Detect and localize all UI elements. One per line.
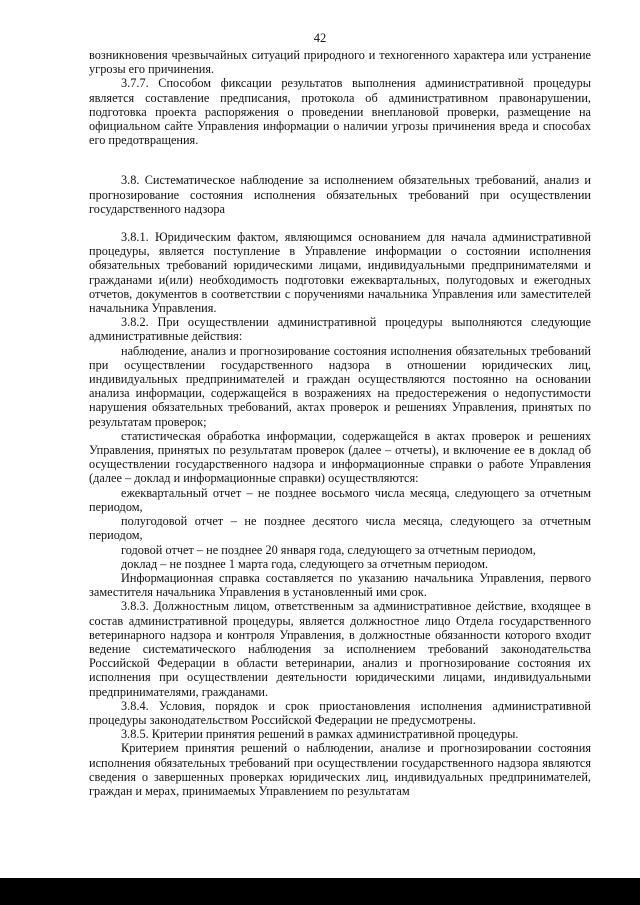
list-item-half-year-report: полугодовой отчет – не позднее десятого числа месяца, следующего за отчетным периодом, — [89, 514, 591, 543]
scan-bottom-border — [0, 878, 640, 905]
paragraph-3-8-1: 3.8.1. Юридическим фактом, являющимся основанием для начала административной процедуры, является поступление в Управление информации о состоянии исполнения обязательных требований юридическими лицами, индивидуальными предпринимателями и гражданами и(или) необходимость подготовки ежеквартальных, полугодовых и ежегодных отчетов, документов в соответствии с поручениями начальника Управления или заместителей начальника Управления. — [89, 230, 591, 316]
paragraph-3-7-7: 3.7.7. Способом фиксации результатов выполнения административной процедуры является составление предписания, протокола об административном правонарушении, подготовка проекта распоряжения о проведении внеплановой проверки, размещение на официальном сайте Управления информации о наличии угрозы причинения вреда и способах его предотвращения. — [89, 76, 591, 148]
page-number: 42 — [313, 31, 327, 45]
paragraph-3-8-3: 3.8.3. Должностным лицом, ответственным за административное действие, входящее в состав административной процедуры, является должностное лицо Отдела государственного ветеринарного надзора и контроля Управления, в должностные обязанности которого входит ведение систематического наблюдения за исполнением требований законодательства Российской Федерации в области ветеринарии, анализ и прогнозирование состояния их исполнения при осуществлении деятельности юридическими лицами, индивидуальными предпринимателями, гражданами. — [89, 599, 591, 699]
paragraph-observation: наблюдение, анализ и прогнозирование состояния исполнения обязательных требований при осуществлении государственного надзора в отношении юридических лиц, индивидуальных предпринимателей и граждан осуществляются постоянно на основании анализа информации, содержащейся в возражениях на предостережения о недопустимости нарушения обязательных требований, актах проверок и решениях Управления, принятых по результатам проверок; — [89, 343, 591, 429]
paragraph-criteria: Критерием принятия решений о наблюдении, анализе и прогнозировании состояния исполнения обязательных требований при осуществлении государственного надзора являются сведения о завершенных проверках юридических лиц, индивидуальных предпринимателей, граждан и мерах, принимаемых Управлением по результатам — [89, 741, 591, 798]
paragraph-3-8-5: 3.8.5. Критерии принятия решений в рамках административной процедуры. — [121, 727, 519, 742]
list-item-annual-report: годовой отчет – не позднее 20 января года, следующего за отчетным периодом, — [121, 542, 536, 557]
document-body — [89, 48, 591, 798]
paragraph-continuation: возникновения чрезвычайных ситуаций природного и техногенного характера или устранение угрозы его причинения. — [89, 48, 591, 77]
paragraph-statistics: статистическая обработка информации, содержащейся в актах проверок и решениях Управления, принятых по результатам проверок (далее – отчеты), и включение ее в доклад об осуществлении государственного надзора и информационные справки о работе Управления (далее – доклад и информационные справки) осуществляются: — [89, 428, 591, 486]
paragraph-3-8-4: 3.8.4. Условия, порядок и срок приостановления исполнения административной процедуры законодательством Российской Федерации не предусмотрены. — [89, 698, 591, 727]
section-heading-3-8: 3.8. Систематическое наблюдение за исполнением обязательных требований, анализ и прогнозирование состояния исполнения обязательных требований при осуществлении государственного надзора — [89, 173, 591, 216]
paragraph-info-reference: Информационная справка составляется по указанию начальника Управления, первого заместителя начальника Управления в установленный ими срок. — [89, 570, 591, 600]
list-item-doklad: доклад – не позднее 1 марта года, следующего за отчетным периодом. — [121, 556, 489, 571]
paragraph-3-8-2: 3.8.2. При осуществлении административной процедуры выполняются следующие административные действия: — [89, 315, 591, 344]
list-item-quarterly-report: ежеквартальный отчет – не позднее восьмого числа месяца, следующего за отчетным периодом, — [89, 485, 591, 514]
